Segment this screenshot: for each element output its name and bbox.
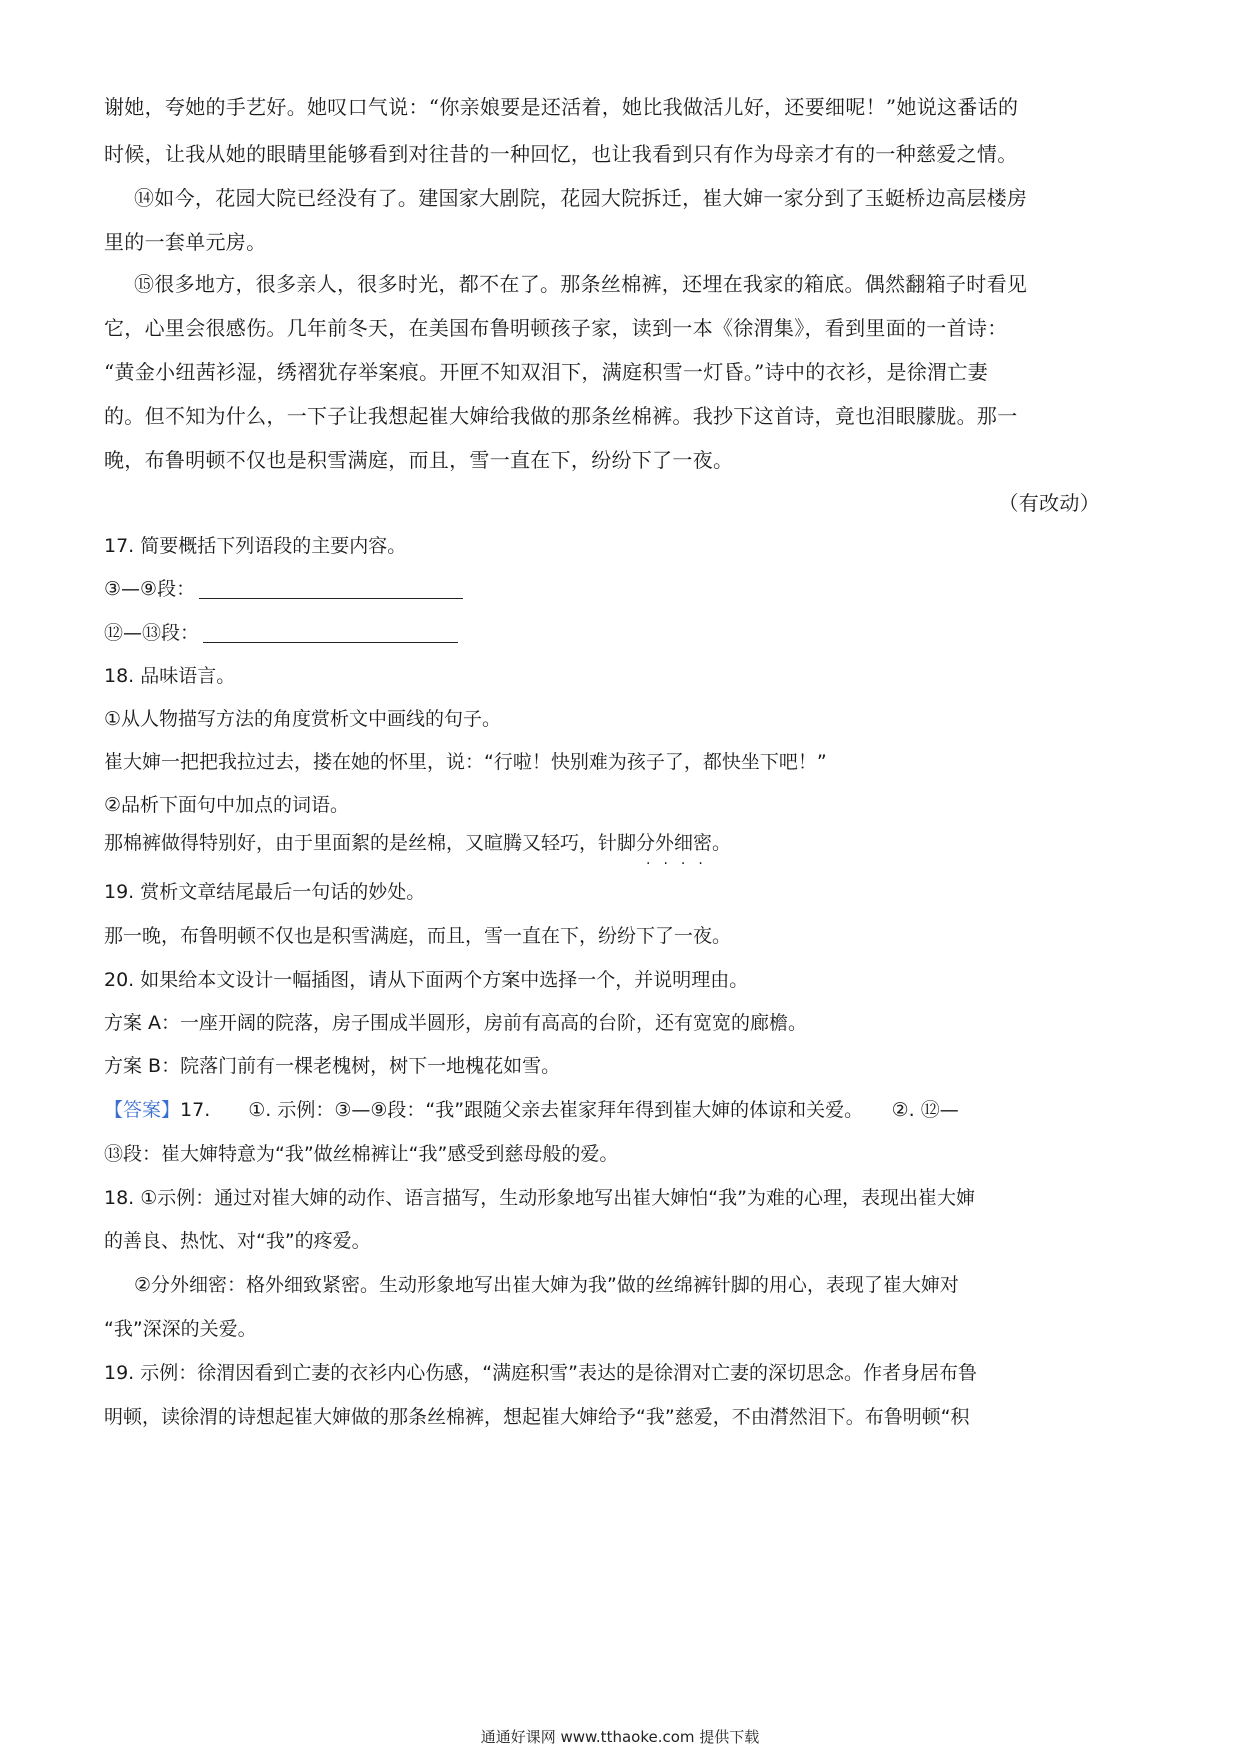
passage-line: 谢她，夸她的手艺好。她叹口气说：“你亲娘要是还活着，她比我做活儿好，还要细呢！”她说这番话的 [104, 95, 1019, 119]
answer-blank[interactable] [199, 580, 463, 599]
question-17-label-b: ⑫—⑬段： [104, 622, 200, 644]
question-18-quote-1: 崔大婶一把把我拉过去，搂在她的怀里，说：“行啦！快别难为孩子了，都快坐下吧！” [104, 751, 827, 773]
answer-18-line-3: ②分外细密：格外细致紧密。生动形象地写出崔大婶为我”做的丝绵裤针脚的用心，表现了崔大婶对 [134, 1274, 959, 1296]
passage-line: 的。但不知为什么，一下子让我想起崔大婶给我做的那条丝棉裤。我抄下这首诗，竟也泪眼朦胧。那一 [104, 404, 1018, 428]
passage-line: “黄金小纽茜衫湿，绣褶犹存举案痕。开匣不知双泪下，满庭积雪一灯昏。”诗中的衣衫，是徐渭亡妻 [104, 360, 988, 384]
revision-note: （有改动） [998, 491, 1100, 515]
answer-19-line-1: 19. 示例：徐渭因看到亡妻的衣衫内心伤感，“满庭积雪”表达的是徐渭对亡妻的深切思念。作者身居布鲁 [104, 1362, 977, 1384]
question-18-quote-2: 那棉裤做得特别好，由于里面絮的是丝棉，又暄腾又轻巧，针脚分外细密。 [104, 832, 732, 854]
question-18-part-2: ②品析下面句中加点的词语。 [104, 794, 350, 816]
answer-blank[interactable] [203, 624, 458, 643]
passage-line: 时候，让我从她的眼睛里能够看到对往昔的一种回忆，也让我看到只有作为母亲才有的一种慈爱之情。 [104, 142, 1018, 166]
answer-17-line-1 [104, 1101, 959, 1120]
question-17: 17. 简要概括下列语段的主要内容。 [104, 535, 407, 557]
question-17-label-a: ③—⑨段： [104, 578, 196, 600]
passage-line: 里的一套单元房。 [104, 230, 267, 254]
question-20-option-b: 方案 B：院落门前有一棵老槐树，树下一地槐花如雪。 [104, 1055, 561, 1077]
answer-19-line-2: 明顿，读徐渭的诗想起崔大婶做的那条丝棉裤，想起崔大婶给予“我”慈爱，不由潸然泪下。布鲁明顿“积 [104, 1406, 970, 1428]
emphasis-dots: ···· [646, 856, 716, 872]
question-17-blank-b [104, 624, 458, 643]
passage-line: 它，心里会很感伤。几年前冬天，在美国布鲁明顿孩子家，读到一本《徐渭集》，看到里面的一首诗： [104, 316, 1008, 340]
answer-18-line-4: “我”深深的关爱。 [104, 1318, 257, 1340]
paragraph-15: ⑮很多地方，很多亲人，很多时光，都不在了。那条丝棉裤，还埋在我家的箱底。偶然翻箱子时看见 [134, 272, 1028, 296]
paragraph-14: ⑭如今，花园大院已经没有了。建国家大剧院，花园大院拆迁，崔大婶一家分到了玉蜓桥边高层楼房 [134, 186, 1028, 210]
question-19-quote: 那一晚，布鲁明顿不仅也是积雪满庭，而且，雪一直在下，纷纷下了一夜。 [104, 925, 732, 947]
question-18-part-1: ①从人物描写方法的角度赏析文中画线的句子。 [104, 708, 502, 730]
answer-18-line-1: 18. ①示例：通过对崔大婶的动作、语言描写，生动形象地写出崔大婶怕“我”为难的心理，表现出崔大婶 [104, 1187, 975, 1209]
question-18: 18. 品味语言。 [104, 665, 236, 687]
answer-tag: 【答案】 [104, 1099, 181, 1121]
question-20: 20. 如果给本文设计一幅插图，请从下面两个方案中选择一个，并说明理由。 [104, 969, 749, 991]
answer-17-line-2: ⑬段：崔大婶特意为“我”做丝棉裤让“我”感受到慈母般的爱。 [104, 1143, 619, 1165]
question-20-option-a: 方案 A：一座开阔的院落，房子围成半圆形，房前有高高的台阶，还有宽宽的廊檐。 [104, 1012, 808, 1034]
page-footer: 通通好课网 www.tthaoke.com 提供下载 [480, 1728, 760, 1746]
answer-18-line-2: 的善良、热忱、对“我”的疼爱。 [104, 1230, 371, 1252]
question-19: 19. 赏析文章结尾最后一句话的妙处。 [104, 881, 426, 903]
passage-line: 晚，布鲁明顿不仅也是积雪满庭，而且，雪一直在下，纷纷下了一夜。 [104, 448, 734, 472]
answer-17-text: 17. ①. 示例：③—⑨段：“我”跟随父亲去崔家拜年得到崔大婶的体谅和关爱。 ②. ⑫— [180, 1099, 959, 1121]
question-17-blank-a [104, 580, 463, 599]
